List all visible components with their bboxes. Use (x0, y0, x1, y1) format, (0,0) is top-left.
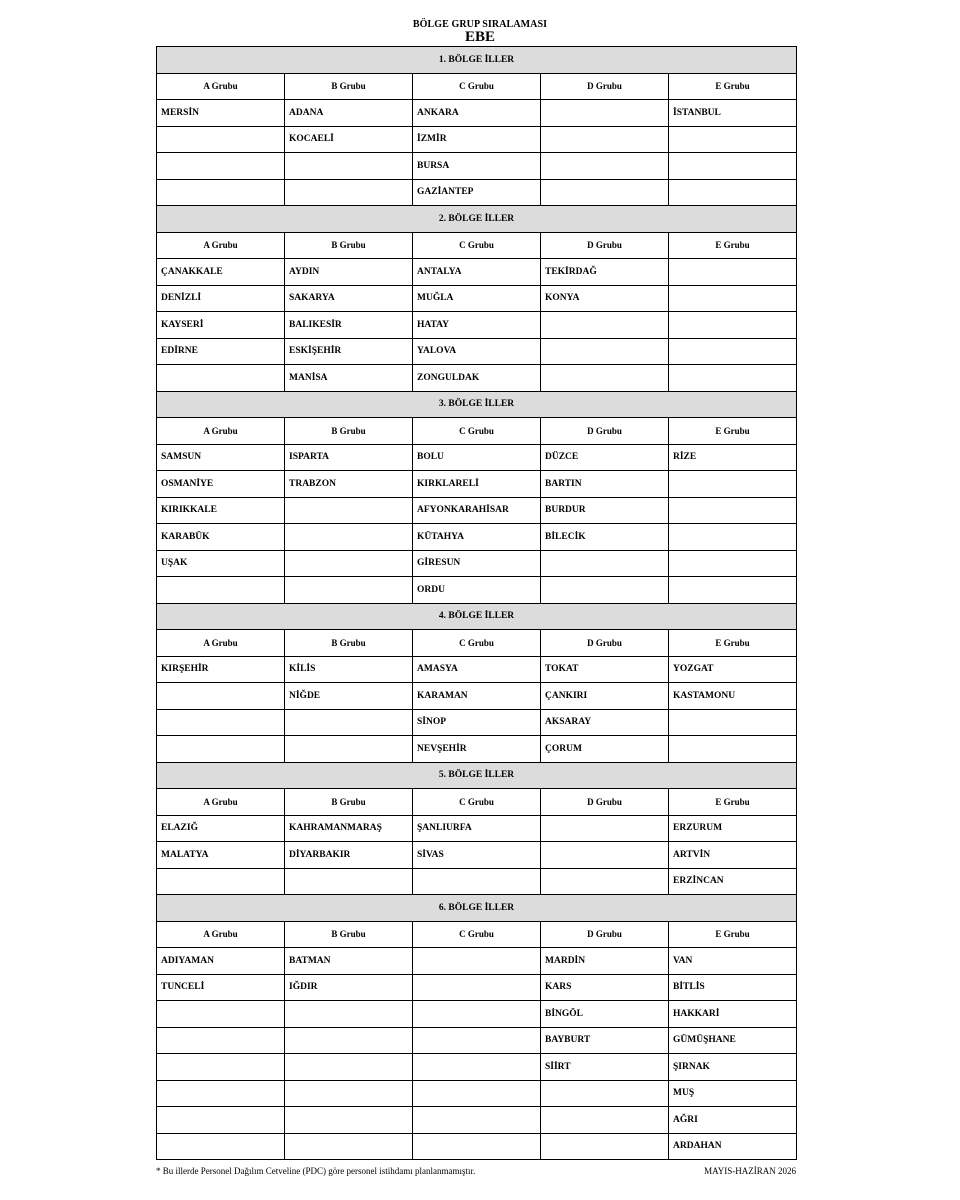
group-header: B Grubu (285, 630, 413, 657)
city-cell (413, 1001, 541, 1028)
group-header: C Grubu (413, 73, 541, 100)
city-cell: ARTVİN (669, 842, 797, 869)
city-cell (285, 497, 413, 524)
city-cell (541, 126, 669, 153)
city-cell (541, 577, 669, 604)
city-cell (669, 179, 797, 206)
city-cell: GAZİANTEP (413, 179, 541, 206)
city-cell (669, 126, 797, 153)
city-cell (669, 365, 797, 392)
region-title: 2. BÖLGE İLLER (157, 206, 797, 233)
city-cell (669, 153, 797, 180)
city-cell: SAKARYA (285, 285, 413, 312)
city-cell: BALIKESİR (285, 312, 413, 339)
city-cell: İZMİR (413, 126, 541, 153)
city-cell (541, 179, 669, 206)
city-cell: KİLİS (285, 656, 413, 683)
table-row (157, 815, 797, 842)
city-cell (285, 1027, 413, 1054)
table-row (157, 868, 797, 895)
table-row (157, 842, 797, 869)
group-header: B Grubu (285, 921, 413, 948)
city-cell: UŞAK (157, 550, 285, 577)
table-row (157, 126, 797, 153)
city-cell: NEVŞEHİR (413, 736, 541, 763)
group-header: E Grubu (669, 418, 797, 445)
city-cell: ADIYAMAN (157, 948, 285, 975)
table-row (157, 577, 797, 604)
region-title-row (157, 47, 797, 74)
group-header: A Grubu (157, 418, 285, 445)
table-row (157, 736, 797, 763)
city-cell (285, 524, 413, 551)
city-cell: VAN (669, 948, 797, 975)
document-subtitle: EBE (464, 29, 495, 45)
table-row (157, 1054, 797, 1081)
city-cell (669, 524, 797, 551)
city-cell: BATMAN (285, 948, 413, 975)
region-title: 5. BÖLGE İLLER (157, 762, 797, 789)
group-header: A Grubu (157, 630, 285, 657)
group-header: C Grubu (413, 418, 541, 445)
city-cell: ARDAHAN (669, 1133, 797, 1160)
city-cell (285, 736, 413, 763)
city-cell: KASTAMONU (669, 683, 797, 710)
group-header-row (157, 630, 797, 657)
city-cell: MERSİN (157, 100, 285, 127)
region-title-row (157, 206, 797, 233)
city-cell: SİİRT (541, 1054, 669, 1081)
city-cell: MALATYA (157, 842, 285, 869)
group-header: C Grubu (413, 630, 541, 657)
city-cell (157, 709, 285, 736)
city-cell: GÜMÜŞHANE (669, 1027, 797, 1054)
city-cell (285, 709, 413, 736)
group-header: E Grubu (669, 73, 797, 100)
city-cell (413, 868, 541, 895)
group-header: C Grubu (413, 232, 541, 259)
city-cell (669, 285, 797, 312)
city-cell (285, 577, 413, 604)
city-cell: ISPARTA (285, 444, 413, 471)
city-cell: BİTLİS (669, 974, 797, 1001)
city-cell: HAKKARİ (669, 1001, 797, 1028)
city-cell: ORDU (413, 577, 541, 604)
group-header: D Grubu (541, 232, 669, 259)
table-row (157, 656, 797, 683)
city-cell (157, 1080, 285, 1107)
city-cell (541, 842, 669, 869)
city-cell (669, 497, 797, 524)
city-cell (157, 736, 285, 763)
footnote: * Bu illerde Personel Dağılım Cetveline (PDC) göre personel istihdamı planlanmamıştır. (156, 1166, 476, 1176)
city-cell: KIRŞEHİR (157, 656, 285, 683)
city-cell: SİVAS (413, 842, 541, 869)
city-cell: ZONGULDAK (413, 365, 541, 392)
group-header: B Grubu (285, 232, 413, 259)
table-row (157, 153, 797, 180)
table-row (157, 285, 797, 312)
city-cell: KAYSERİ (157, 312, 285, 339)
table-row (157, 1133, 797, 1160)
table-row (157, 1107, 797, 1134)
group-header: A Grubu (157, 789, 285, 816)
group-header: E Grubu (669, 921, 797, 948)
city-cell: ANTALYA (413, 259, 541, 286)
table-row (157, 709, 797, 736)
city-cell: MANİSA (285, 365, 413, 392)
group-header: D Grubu (541, 921, 669, 948)
table-row (157, 444, 797, 471)
city-cell (157, 153, 285, 180)
region-title: 4. BÖLGE İLLER (157, 603, 797, 630)
city-cell: KIRKLARELİ (413, 471, 541, 498)
city-cell: AĞRI (669, 1107, 797, 1134)
city-cell: ÇORUM (541, 736, 669, 763)
table-row (157, 1080, 797, 1107)
city-cell: ERZURUM (669, 815, 797, 842)
city-cell: MUĞLA (413, 285, 541, 312)
table-row (157, 259, 797, 286)
table-row (157, 338, 797, 365)
city-cell: KARABÜK (157, 524, 285, 551)
city-cell: YALOVA (413, 338, 541, 365)
city-cell: KOCAELİ (285, 126, 413, 153)
city-cell: ELAZIĞ (157, 815, 285, 842)
table-row (157, 683, 797, 710)
city-cell: OSMANİYE (157, 471, 285, 498)
table-row (157, 974, 797, 1001)
region-title: 3. BÖLGE İLLER (157, 391, 797, 418)
city-cell (669, 736, 797, 763)
city-cell (413, 1027, 541, 1054)
region-title-row (157, 895, 797, 922)
city-cell (157, 179, 285, 206)
city-cell (413, 1080, 541, 1107)
city-cell (157, 1027, 285, 1054)
city-cell: ERZİNCAN (669, 868, 797, 895)
city-cell: HATAY (413, 312, 541, 339)
group-header: A Grubu (157, 921, 285, 948)
city-cell (157, 126, 285, 153)
city-cell (669, 259, 797, 286)
group-header: D Grubu (541, 630, 669, 657)
city-cell (285, 1054, 413, 1081)
group-header: E Grubu (669, 789, 797, 816)
city-cell: AKSARAY (541, 709, 669, 736)
city-cell: SAMSUN (157, 444, 285, 471)
region-title-row (157, 391, 797, 418)
table-row (157, 312, 797, 339)
city-cell (285, 550, 413, 577)
city-cell: BARTIN (541, 471, 669, 498)
city-cell (541, 1107, 669, 1134)
city-cell: ANKARA (413, 100, 541, 127)
city-cell (413, 948, 541, 975)
city-cell: BURDUR (541, 497, 669, 524)
group-header: A Grubu (157, 232, 285, 259)
city-cell: SİNOP (413, 709, 541, 736)
city-cell: BURSA (413, 153, 541, 180)
city-cell (541, 312, 669, 339)
group-header: C Grubu (413, 789, 541, 816)
city-cell: KARAMAN (413, 683, 541, 710)
city-cell (413, 1133, 541, 1160)
city-cell: TOKAT (541, 656, 669, 683)
group-header: D Grubu (541, 418, 669, 445)
city-cell (157, 365, 285, 392)
city-cell: TEKİRDAĞ (541, 259, 669, 286)
city-cell (541, 868, 669, 895)
city-cell: YOZGAT (669, 656, 797, 683)
city-cell: DÜZCE (541, 444, 669, 471)
table-row (157, 179, 797, 206)
region-group-table (156, 46, 797, 1160)
city-cell (541, 365, 669, 392)
city-cell (413, 974, 541, 1001)
city-cell (285, 179, 413, 206)
group-header: B Grubu (285, 73, 413, 100)
city-cell: ŞANLIURFA (413, 815, 541, 842)
city-cell: RİZE (669, 444, 797, 471)
city-cell: AFYONKARAHİSAR (413, 497, 541, 524)
city-cell: ADANA (285, 100, 413, 127)
city-cell: EDİRNE (157, 338, 285, 365)
table-row (157, 497, 797, 524)
city-cell (669, 577, 797, 604)
group-header: E Grubu (669, 232, 797, 259)
period-label: MAYIS-HAZİRAN 2026 (704, 1166, 796, 1176)
city-cell (413, 1054, 541, 1081)
table-row (157, 524, 797, 551)
region-title: 1. BÖLGE İLLER (157, 47, 797, 74)
table-row (157, 1001, 797, 1028)
city-cell: BİLECİK (541, 524, 669, 551)
city-cell (285, 1001, 413, 1028)
city-cell: KARS (541, 974, 669, 1001)
city-cell (157, 577, 285, 604)
table-row (157, 365, 797, 392)
group-header-row (157, 789, 797, 816)
city-cell: BİNGÖL (541, 1001, 669, 1028)
city-cell (541, 100, 669, 127)
region-title-row (157, 762, 797, 789)
city-cell: AMASYA (413, 656, 541, 683)
group-header: E Grubu (669, 630, 797, 657)
city-cell (285, 868, 413, 895)
city-cell: KAHRAMANMARAŞ (285, 815, 413, 842)
city-cell: DENİZLİ (157, 285, 285, 312)
table-row (157, 1027, 797, 1054)
city-cell (157, 683, 285, 710)
city-cell (157, 1001, 285, 1028)
city-cell: ŞIRNAK (669, 1054, 797, 1081)
city-cell: TUNCELİ (157, 974, 285, 1001)
city-cell: GİRESUN (413, 550, 541, 577)
city-cell: KIRIKKALE (157, 497, 285, 524)
city-cell (285, 1133, 413, 1160)
city-cell (541, 1080, 669, 1107)
city-cell: IĞDIR (285, 974, 413, 1001)
city-cell (541, 338, 669, 365)
city-cell (669, 471, 797, 498)
city-cell (285, 1080, 413, 1107)
group-header: B Grubu (285, 789, 413, 816)
group-header: B Grubu (285, 418, 413, 445)
group-header-row (157, 232, 797, 259)
city-cell: BOLU (413, 444, 541, 471)
city-cell (669, 709, 797, 736)
city-cell: NİĞDE (285, 683, 413, 710)
city-cell (157, 1107, 285, 1134)
city-cell (285, 1107, 413, 1134)
city-cell: DİYARBAKIR (285, 842, 413, 869)
city-cell: KONYA (541, 285, 669, 312)
group-header: D Grubu (541, 73, 669, 100)
group-header-row (157, 73, 797, 100)
city-cell (541, 815, 669, 842)
document-title: BÖLGE GRUP SIRALAMASI (412, 19, 548, 30)
city-cell: ESKİŞEHİR (285, 338, 413, 365)
city-cell (157, 868, 285, 895)
city-cell: KÜTAHYA (413, 524, 541, 551)
group-header-row (157, 418, 797, 445)
group-header: C Grubu (413, 921, 541, 948)
city-cell (669, 312, 797, 339)
city-cell: TRABZON (285, 471, 413, 498)
group-header: D Grubu (541, 789, 669, 816)
city-cell: MUŞ (669, 1080, 797, 1107)
table-row (157, 948, 797, 975)
city-cell: MARDİN (541, 948, 669, 975)
city-cell (285, 153, 413, 180)
city-cell (541, 550, 669, 577)
region-title-row (157, 603, 797, 630)
city-cell (669, 550, 797, 577)
table-row (157, 100, 797, 127)
city-cell: ÇANAKKALE (157, 259, 285, 286)
city-cell (413, 1107, 541, 1134)
city-cell: BAYBURT (541, 1027, 669, 1054)
city-cell (541, 153, 669, 180)
region-title: 6. BÖLGE İLLER (157, 895, 797, 922)
city-cell (669, 338, 797, 365)
city-cell: ÇANKIRI (541, 683, 669, 710)
table-row (157, 471, 797, 498)
group-header: A Grubu (157, 73, 285, 100)
city-cell: İSTANBUL (669, 100, 797, 127)
city-cell (541, 1133, 669, 1160)
table-row (157, 550, 797, 577)
city-cell (157, 1133, 285, 1160)
city-cell (157, 1054, 285, 1081)
group-header-row (157, 921, 797, 948)
city-cell: AYDIN (285, 259, 413, 286)
